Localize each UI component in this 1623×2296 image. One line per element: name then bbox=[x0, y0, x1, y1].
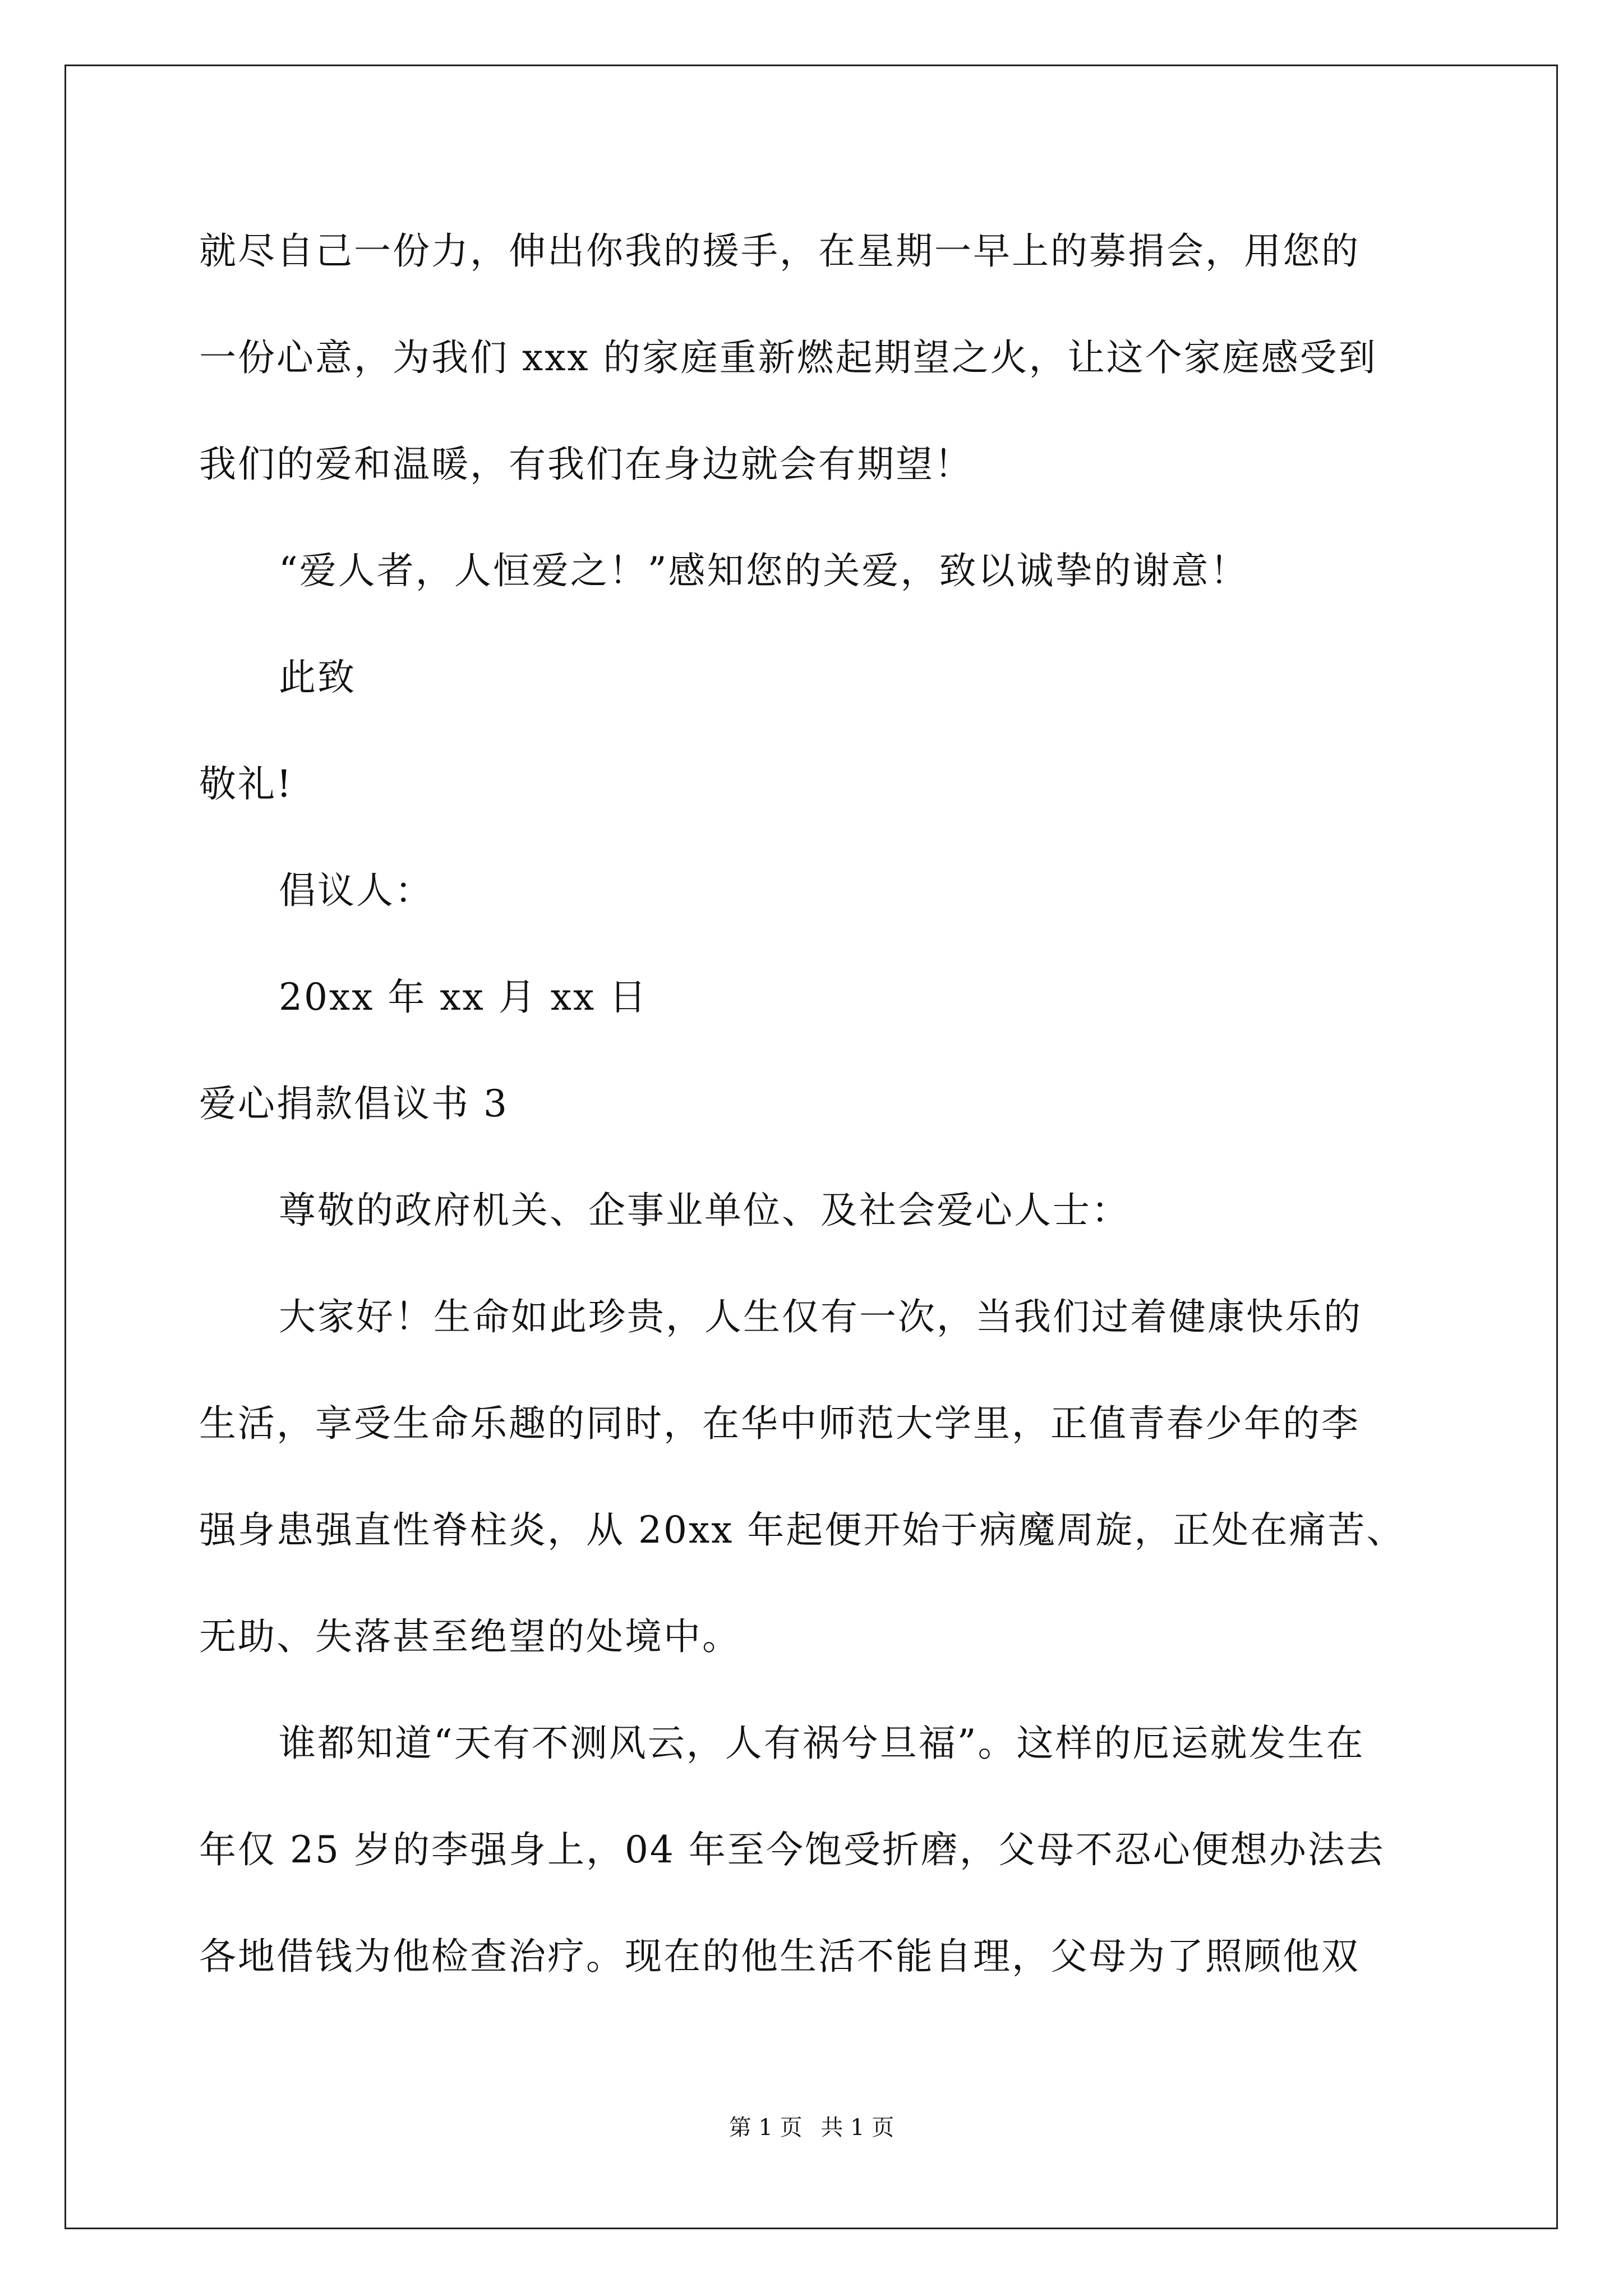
page-footer bbox=[0, 2114, 1623, 2142]
date-line: 20xx 年 xx 月 xx 日 bbox=[279, 976, 648, 1019]
page-number: 第 1 页 bbox=[728, 2115, 803, 2141]
page-total: 共 1 页 bbox=[820, 2115, 895, 2141]
addressee-line: 尊敬的政府机关、企事业单位、及社会爱心人士： bbox=[279, 1189, 1130, 1232]
body-line-14: 无助、失落甚至绝望的处境中。 bbox=[199, 1615, 741, 1658]
body-line-11: 大家好！生命如此珍贵，人生仅有一次，当我们过着健康快乐的 bbox=[279, 1295, 1362, 1338]
closing-salutation: 此致 bbox=[279, 656, 356, 699]
body-line-13: 强身患强直性脊柱炎，从 20xx 年起便开始于病魔周旋，正处在痛苦、 bbox=[199, 1508, 1405, 1552]
body-line-16: 年仅 25 岁的李强身上，04 年至今饱受折磨，父母不忍心便想办法去 bbox=[199, 1828, 1385, 1871]
body-line-4: “爱人者，人恒爱之！”感知您的关爱，致以诚挚的谢意！ bbox=[279, 549, 1249, 592]
section-title: 爱心捐款倡议书 3 bbox=[199, 1082, 509, 1125]
body-line-3: 我们的爱和温暖，有我们在身边就会有期望！ bbox=[199, 443, 973, 486]
proposer-label: 倡议人： bbox=[279, 869, 434, 912]
body-line-12: 生活，享受生命乐趣的同时，在华中师范大学里，正值青春少年的李 bbox=[199, 1402, 1360, 1445]
body-line-17: 各地借钱为他检查治疗。现在的他生活不能自理，父母为了照顾他双 bbox=[199, 1935, 1360, 1978]
closing-regards: 敬礼! bbox=[199, 762, 293, 806]
body-line-15: 谁都知道“天有不测风云，人有祸兮旦福”。这样的厄运就发生在 bbox=[279, 1722, 1365, 1765]
page-border bbox=[64, 65, 1558, 2229]
body-line-1: 就尽自己一份力，伸出你我的援手，在星期一早上的募捐会，用您的 bbox=[199, 229, 1360, 273]
body-line-2: 一份心意，为我们 xxx 的家庭重新燃起期望之火，让这个家庭感受到 bbox=[199, 336, 1377, 379]
